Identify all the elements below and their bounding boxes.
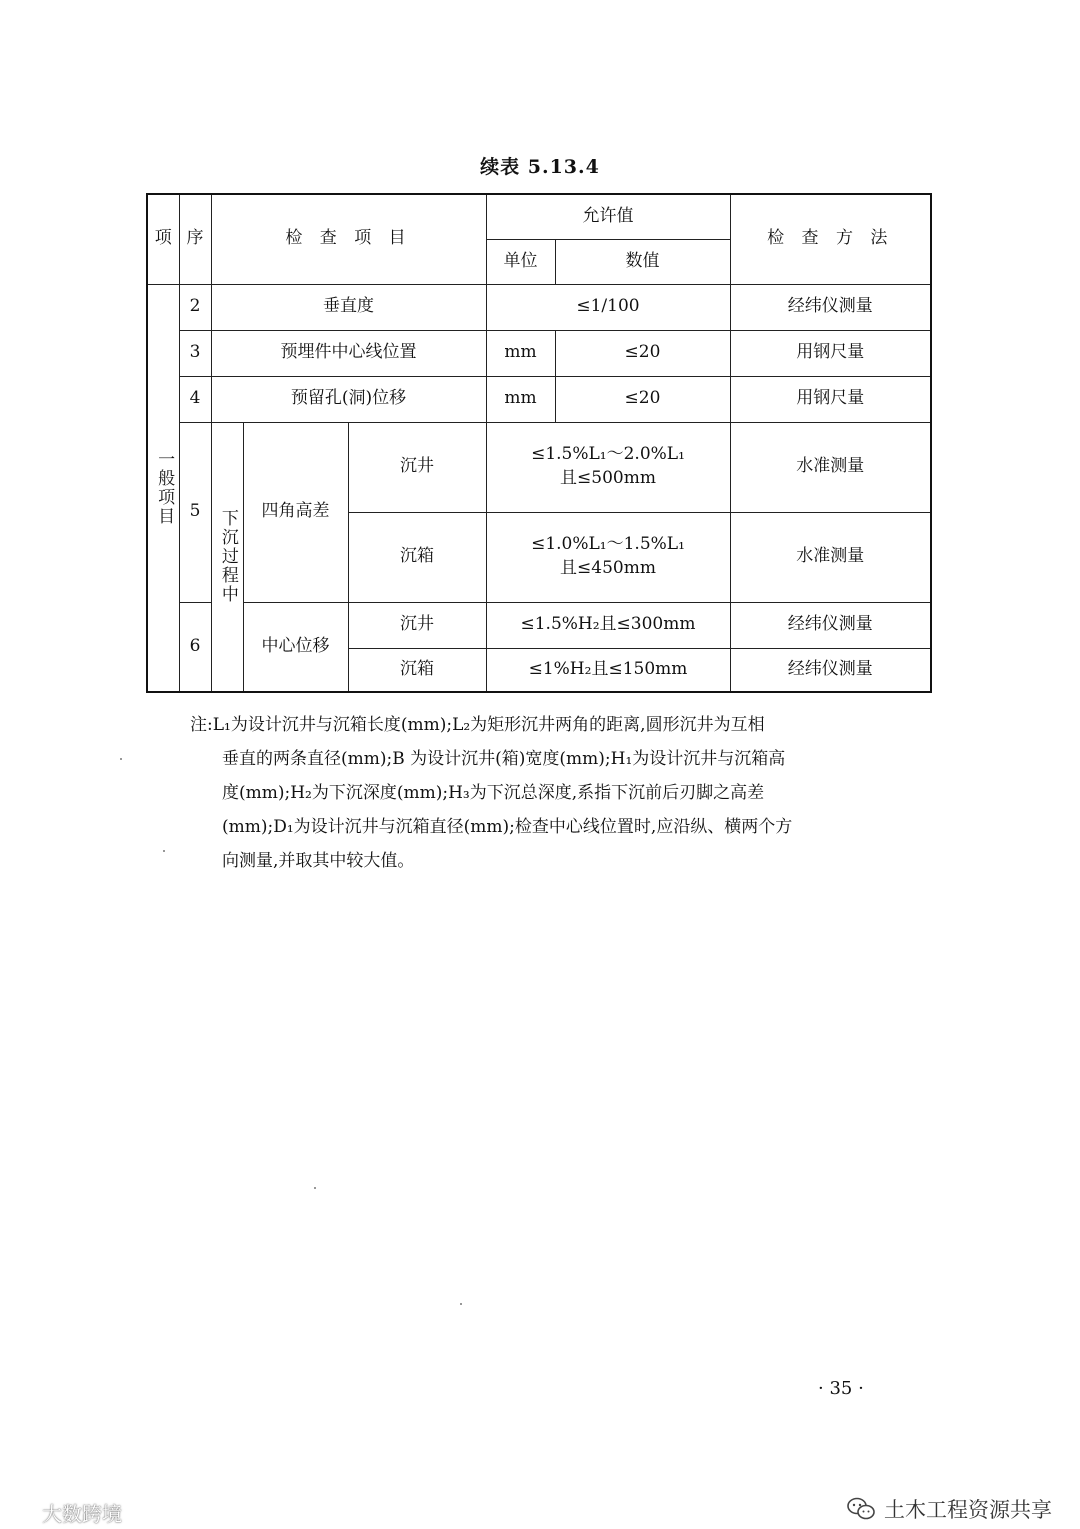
sub-item-cell: 沉井 [348,602,486,648]
table-row [147,376,931,422]
header-method: 检 查 方 法 [730,194,931,284]
note-line: (mm);D₁为设计沉井与沉箱直径(mm);检查中心线位置时,应沿纵、横两个方 [222,817,793,837]
seq-cell: 5 [179,422,211,602]
value-line: 且≤450mm [560,558,656,578]
header-item: 检 查 项 目 [211,194,486,284]
sinking-process-cell [211,422,243,692]
value-line: ≤1.0%L₁～1.5%L₁ [531,534,685,555]
method-cell: 水准测量 [730,512,931,602]
value-line: 且≤500mm [560,468,656,488]
method-cell: 经纬仪测量 [730,648,931,692]
header-category: 项 [147,194,179,284]
scan-speck [163,850,165,852]
method-cell: 经纬仪测量 [730,602,931,648]
method-cell: 用钢尺量 [730,330,931,376]
header-value: 数值 [555,239,730,284]
value-cell: ≤20 [555,376,730,422]
inspection-table [146,193,932,693]
sub-item-cell: 沉井 [348,422,486,512]
seq-cell: 2 [179,284,211,330]
note-line: 向测量,并取其中较大值。 [222,851,415,871]
seq-cell: 3 [179,330,211,376]
header-row-1 [147,194,931,239]
table-row [147,602,931,648]
page-number: · 35 · [818,1378,864,1399]
category-general: 一般项目 [154,449,175,526]
value-cell: ≤1/100 [486,284,730,330]
seq-cell: 4 [179,376,211,422]
watermark-right-text: 土木工程资源共享 [884,1498,1052,1522]
note-line: 注:L₁为设计沉井与沉箱长度(mm);L₂为矩形沉井两角的距离,圆形沉井为互相 [190,715,765,735]
value-cell: ≤1.5%H₂且≤300mm [486,602,730,648]
category-general-cell [147,284,179,692]
header-allowed: 允许值 [486,194,730,239]
unit-cell: mm [486,376,555,422]
item-cell: 四角高差 [243,422,348,602]
item-cell: 中心位移 [243,602,348,692]
scan-speck [120,758,122,760]
method-cell: 经纬仪测量 [730,284,931,330]
unit-cell: mm [486,330,555,376]
table-row [147,422,931,512]
method-cell: 水准测量 [730,422,931,512]
brand-logo-icon [8,1501,38,1525]
sub-item-cell: 沉箱 [348,648,486,692]
header-unit: 单位 [486,239,555,284]
table-row [147,284,931,330]
value-cell: ≤1%H₂且≤150mm [486,648,730,692]
item-cell: 预埋件中心线位置 [211,330,486,376]
watermark-right [846,1494,1052,1524]
value-cell [486,512,730,602]
table-title: 续表 5.13.4 [480,156,600,178]
watermark-left [8,1498,122,1527]
sub-item-cell: 沉箱 [348,512,486,602]
note-line: 度(mm);H₂为下沉深度(mm);H₃为下沉总深度,系指下沉前后刃脚之高差 [222,783,765,803]
value-line: ≤1.5%L₁～2.0%L₁ [531,444,685,465]
wechat-icon [846,1496,876,1522]
scan-speck [460,1303,462,1305]
note-line: 垂直的两条直径(mm);B 为设计沉井(箱)宽度(mm);H₁为设计沉井与沉箱高 [222,749,786,769]
scan-speck [314,1187,316,1189]
seq-cell: 6 [179,602,211,692]
watermark-left-text: 大数跨境 [42,1502,122,1526]
item-cell: 预留孔(洞)位移 [211,376,486,422]
value-cell: ≤20 [555,330,730,376]
value-cell [486,422,730,512]
header-seq: 序 [179,194,211,284]
table-row [147,330,931,376]
table-note [190,708,930,878]
method-cell: 用钢尺量 [730,376,931,422]
item-cell: 垂直度 [211,284,486,330]
sinking-process: 下沉过程中 [217,509,238,605]
